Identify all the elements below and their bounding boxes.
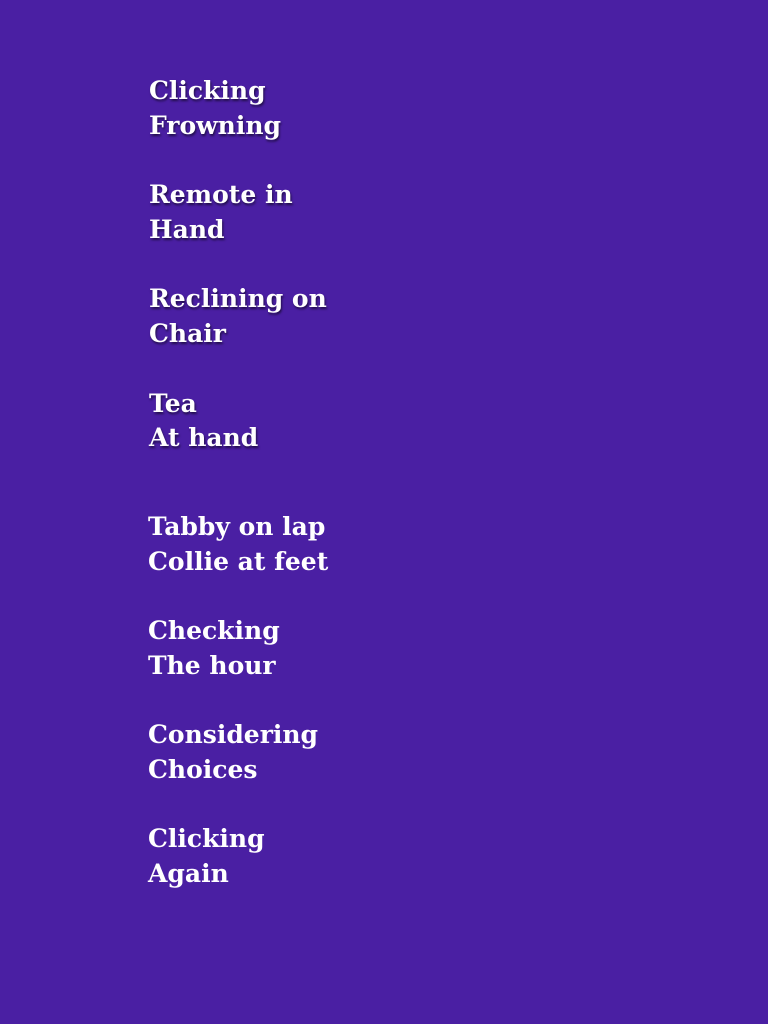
poem-line: Remote in [149, 180, 293, 209]
poem-line: Again [148, 859, 229, 888]
poem-line: Hand [149, 215, 225, 244]
poem-line: Checking [148, 616, 280, 645]
poem-line: Clicking [148, 824, 265, 853]
poem-line: Considering [148, 720, 319, 749]
poem-line: Tabby on lap [148, 512, 326, 541]
poem-line: Collie at feet [148, 547, 329, 576]
poem-line: Chair [149, 319, 226, 348]
poem-line: At hand [149, 423, 259, 452]
poem-line: Clicking [149, 76, 266, 105]
poem-line: The hour [148, 651, 276, 680]
poem-line: Reclining on [149, 284, 327, 313]
poem-line: Choices [148, 755, 258, 784]
poem-line: Frowning [149, 111, 282, 140]
poem-line: Tea [149, 389, 197, 418]
